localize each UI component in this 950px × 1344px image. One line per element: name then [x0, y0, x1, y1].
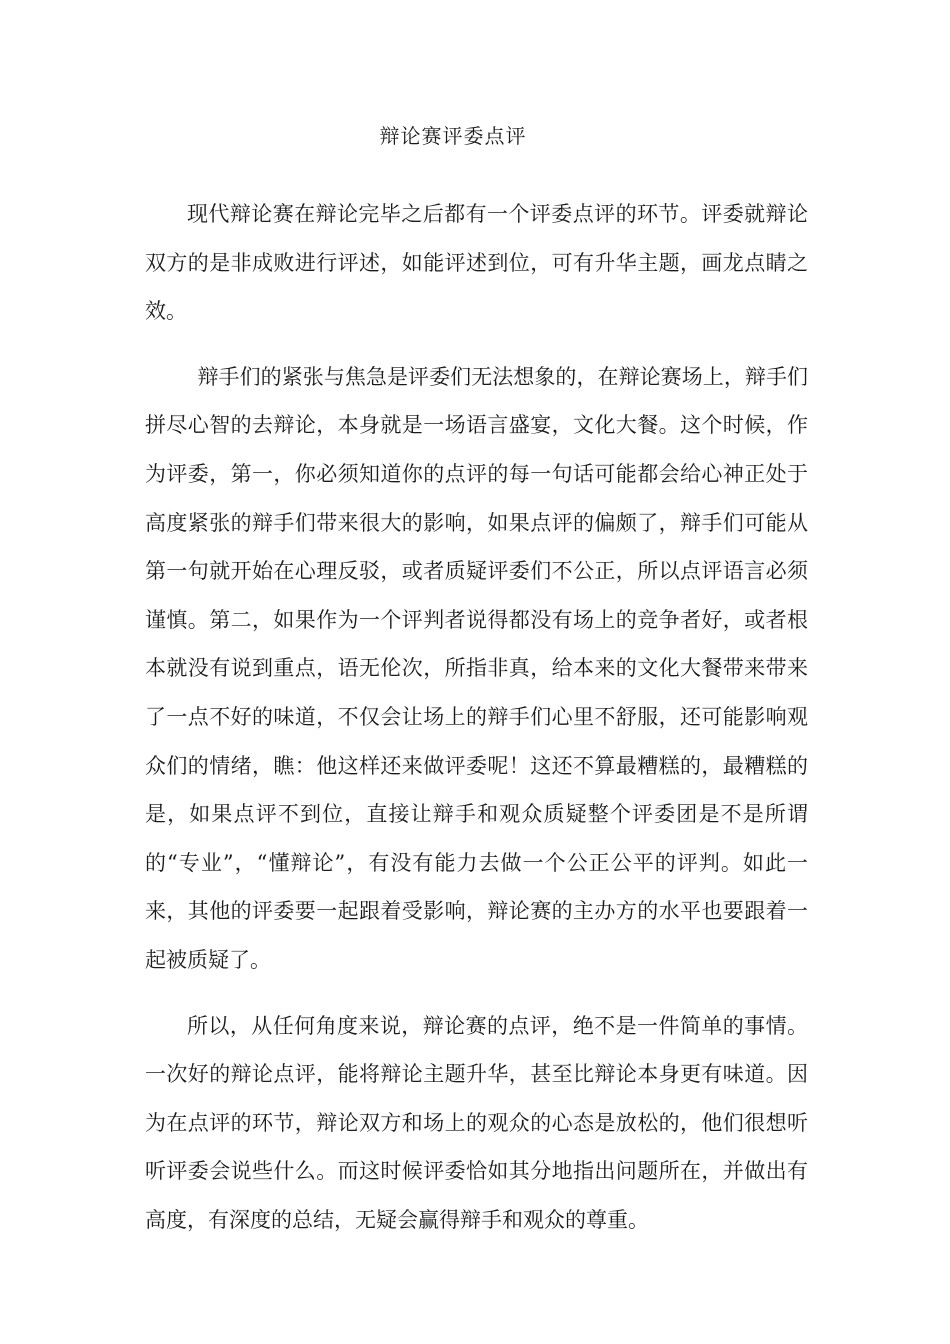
- paragraph-2: 辩手们的紧张与焦急是评委们无法想象的，在辩论赛场上，辩手们拼尽心智的去辩论，本身就是一场语言盛宴，文化大餐。这个时候，作为评委，第一，你必须知道你的点评的每一句话可能都会给心神正处于高度紧张的辩手们带来很大的影响，如果点评的偏颇了，辩手们可能从第一句就开始在心理反驳，或者质疑评委们不公正，所以点评语言必须谨慎。第二，如果作为一个评判者说得都没有场上的竞争者好，或者根本就没有说到重点，语无伦次，所指非真，给本来的文化大餐带来带来了一点不好的味道，不仅会让场上的辩手们心里不舒服，还可能影响观众们的情绪，瞧：他这样还来做评委呢！这还不算最糟糕的，最糟糕的是，如果点评不到位，直接让辩手和观众质疑整个评委团是不是所谓的“专业”，“懂辩论”，有没有能力去做一个公正公平的评判。如此一来，其他的评委要一起跟着受影响，辩论赛的主办方的水平也要跟着一起被质疑了。: [145, 364, 808, 972]
- paragraph-1: 现代辩论赛在辩论完毕之后都有一个评委点评的环节。评委就辩论双方的是非成败进行评述，如能评述到位，可有升华主题，画龙点睛之效。: [145, 202, 808, 324]
- document-title: 辩论赛评委点评: [379, 124, 527, 148]
- paragraph-3: 所以，从任何角度来说，辩论赛的点评，绝不是一件简单的事情。一次好的辩论点评，能将辩论主题升华，甚至比辩论本身更有味道。因为在点评的环节，辩论双方和场上的观众的心态是放松的，他们很想听听评委会说些什么。而这时候评委恰如其分地指出问题所在，并做出有高度，有深度的总结，无疑会赢得辩手和观众的尊重。: [145, 1013, 808, 1232]
- document-body: [145, 190, 808, 1261]
